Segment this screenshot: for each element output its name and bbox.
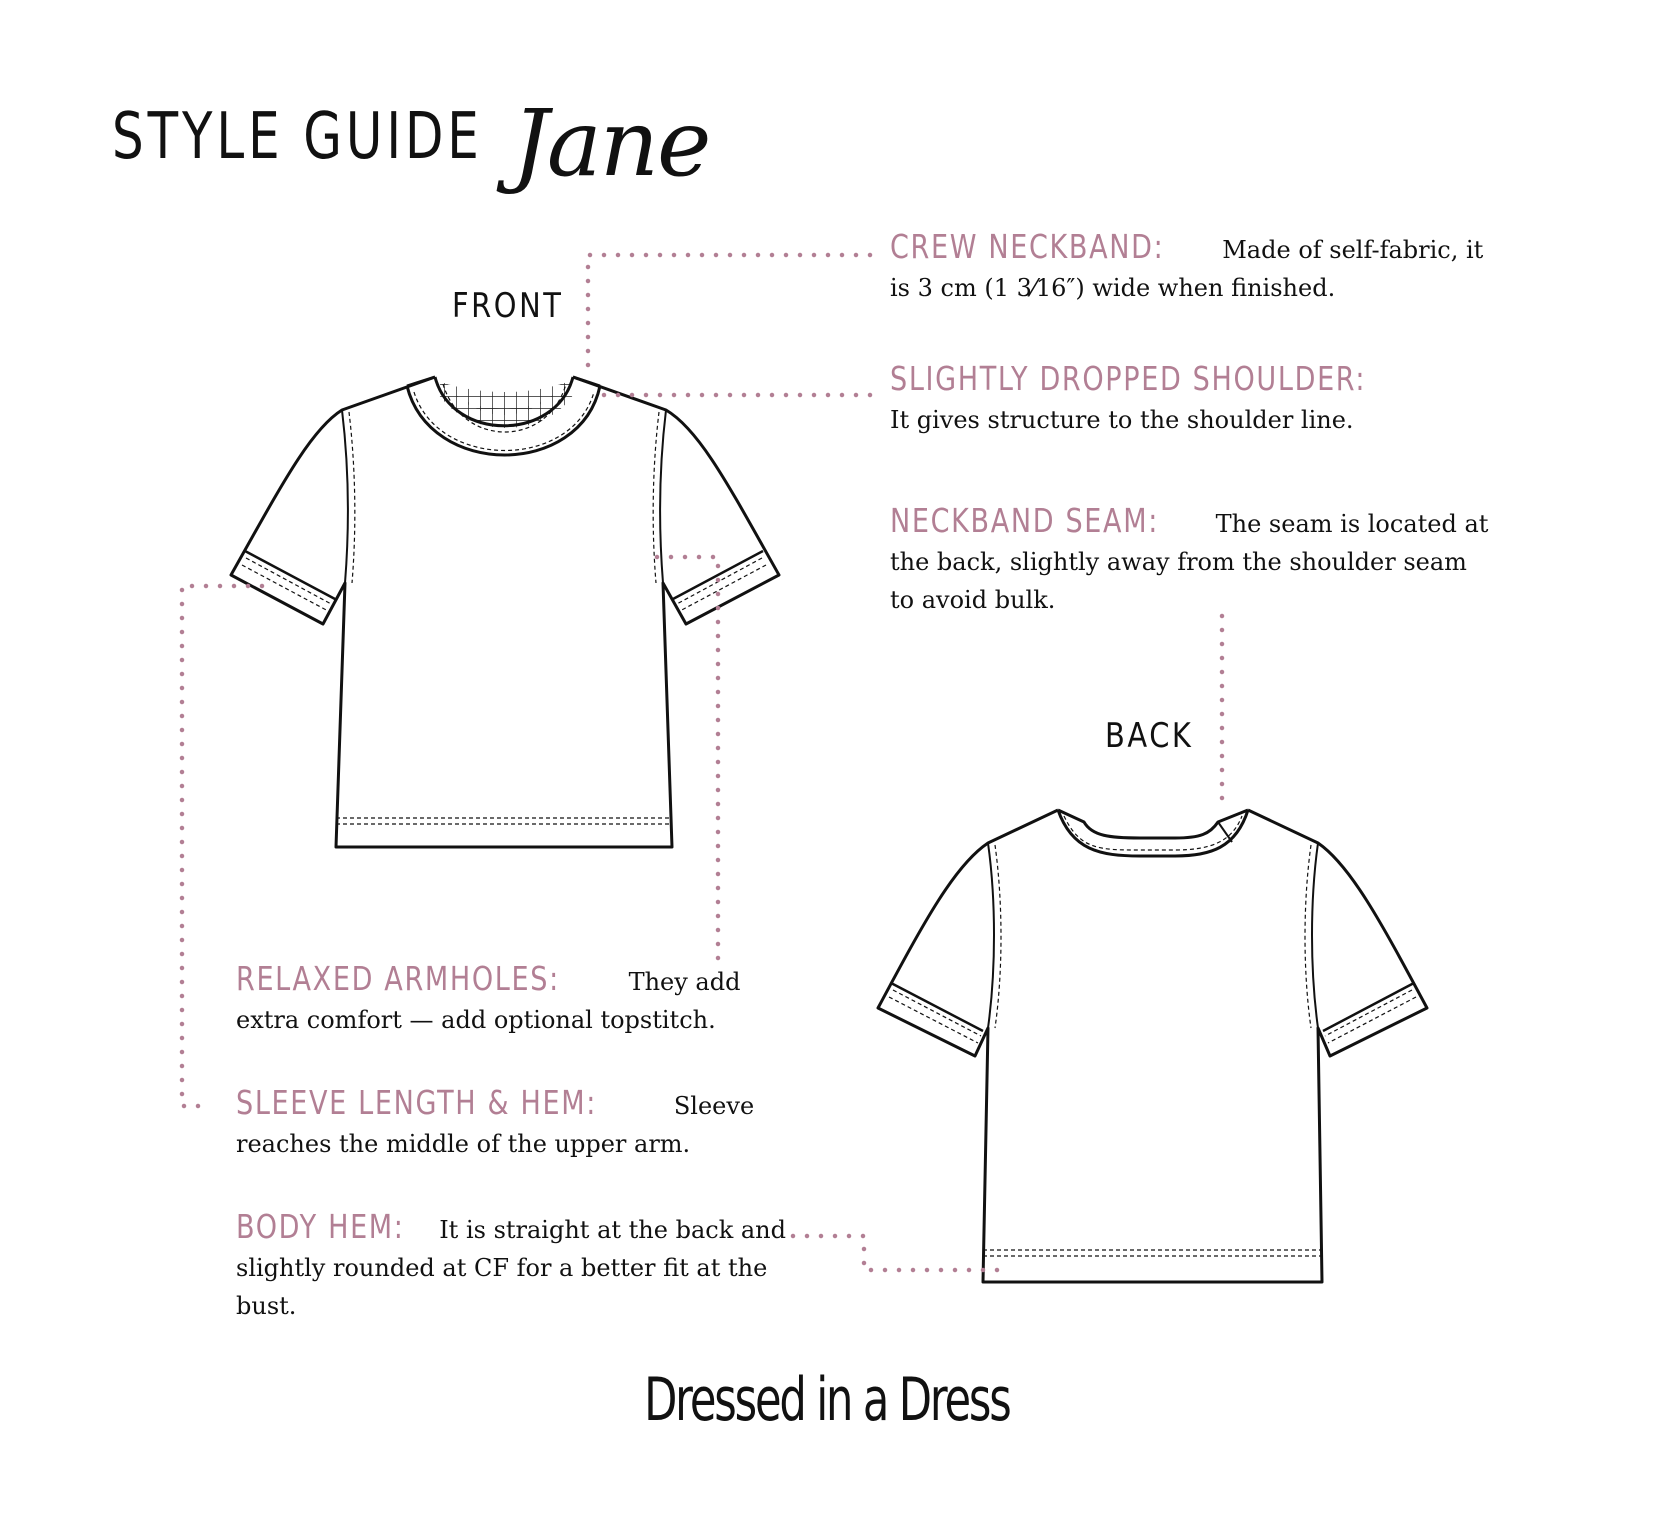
leader-relaxed-armholes [657, 557, 718, 960]
callout-label: RELAXED ARMHOLES: [236, 959, 560, 998]
callout-text: It gives structure to the shoulder line. [890, 406, 1354, 434]
callout-text: They add extra comfort — add optional topstitch. [236, 968, 741, 1034]
callout-label: SLIGHTLY DROPPED SHOULDER: [890, 359, 1367, 398]
callout-label: NECKBAND SEAM: [890, 501, 1159, 540]
callout-label: SLEEVE LENGTH & HEM: [236, 1083, 597, 1122]
back-view-label: BACK [1105, 716, 1194, 756]
page-title: STYLE GUIDE [112, 100, 483, 174]
leader-body-hem [793, 1236, 1000, 1270]
front-tshirt-drawing [231, 377, 779, 847]
leader-crew-neckband [588, 255, 870, 374]
callout-text: The seam is located at the back, slightly away from the shoulder seam to avoid bulk. [890, 510, 1489, 614]
pattern-name: Jane [512, 90, 710, 197]
callout-label: CREW NECKBAND: [890, 227, 1165, 266]
leader-sleeve-length [182, 586, 262, 1106]
callout-text: It is straight at the back and slightly rounded at CF for a better fit at the bust. [236, 1216, 787, 1320]
callout-label: BODY HEM: [236, 1207, 405, 1246]
callout-text: Made of self-fabric, it is 3 cm (1 3⁄16″) wide when finished. [890, 236, 1484, 302]
brand-text: Dressed in a Dress [644, 1365, 1010, 1435]
callout-text: Sleeve reaches the middle of the upper arm. [236, 1092, 755, 1158]
back-tshirt-drawing [878, 810, 1427, 1282]
front-view-label: FRONT [452, 286, 564, 326]
